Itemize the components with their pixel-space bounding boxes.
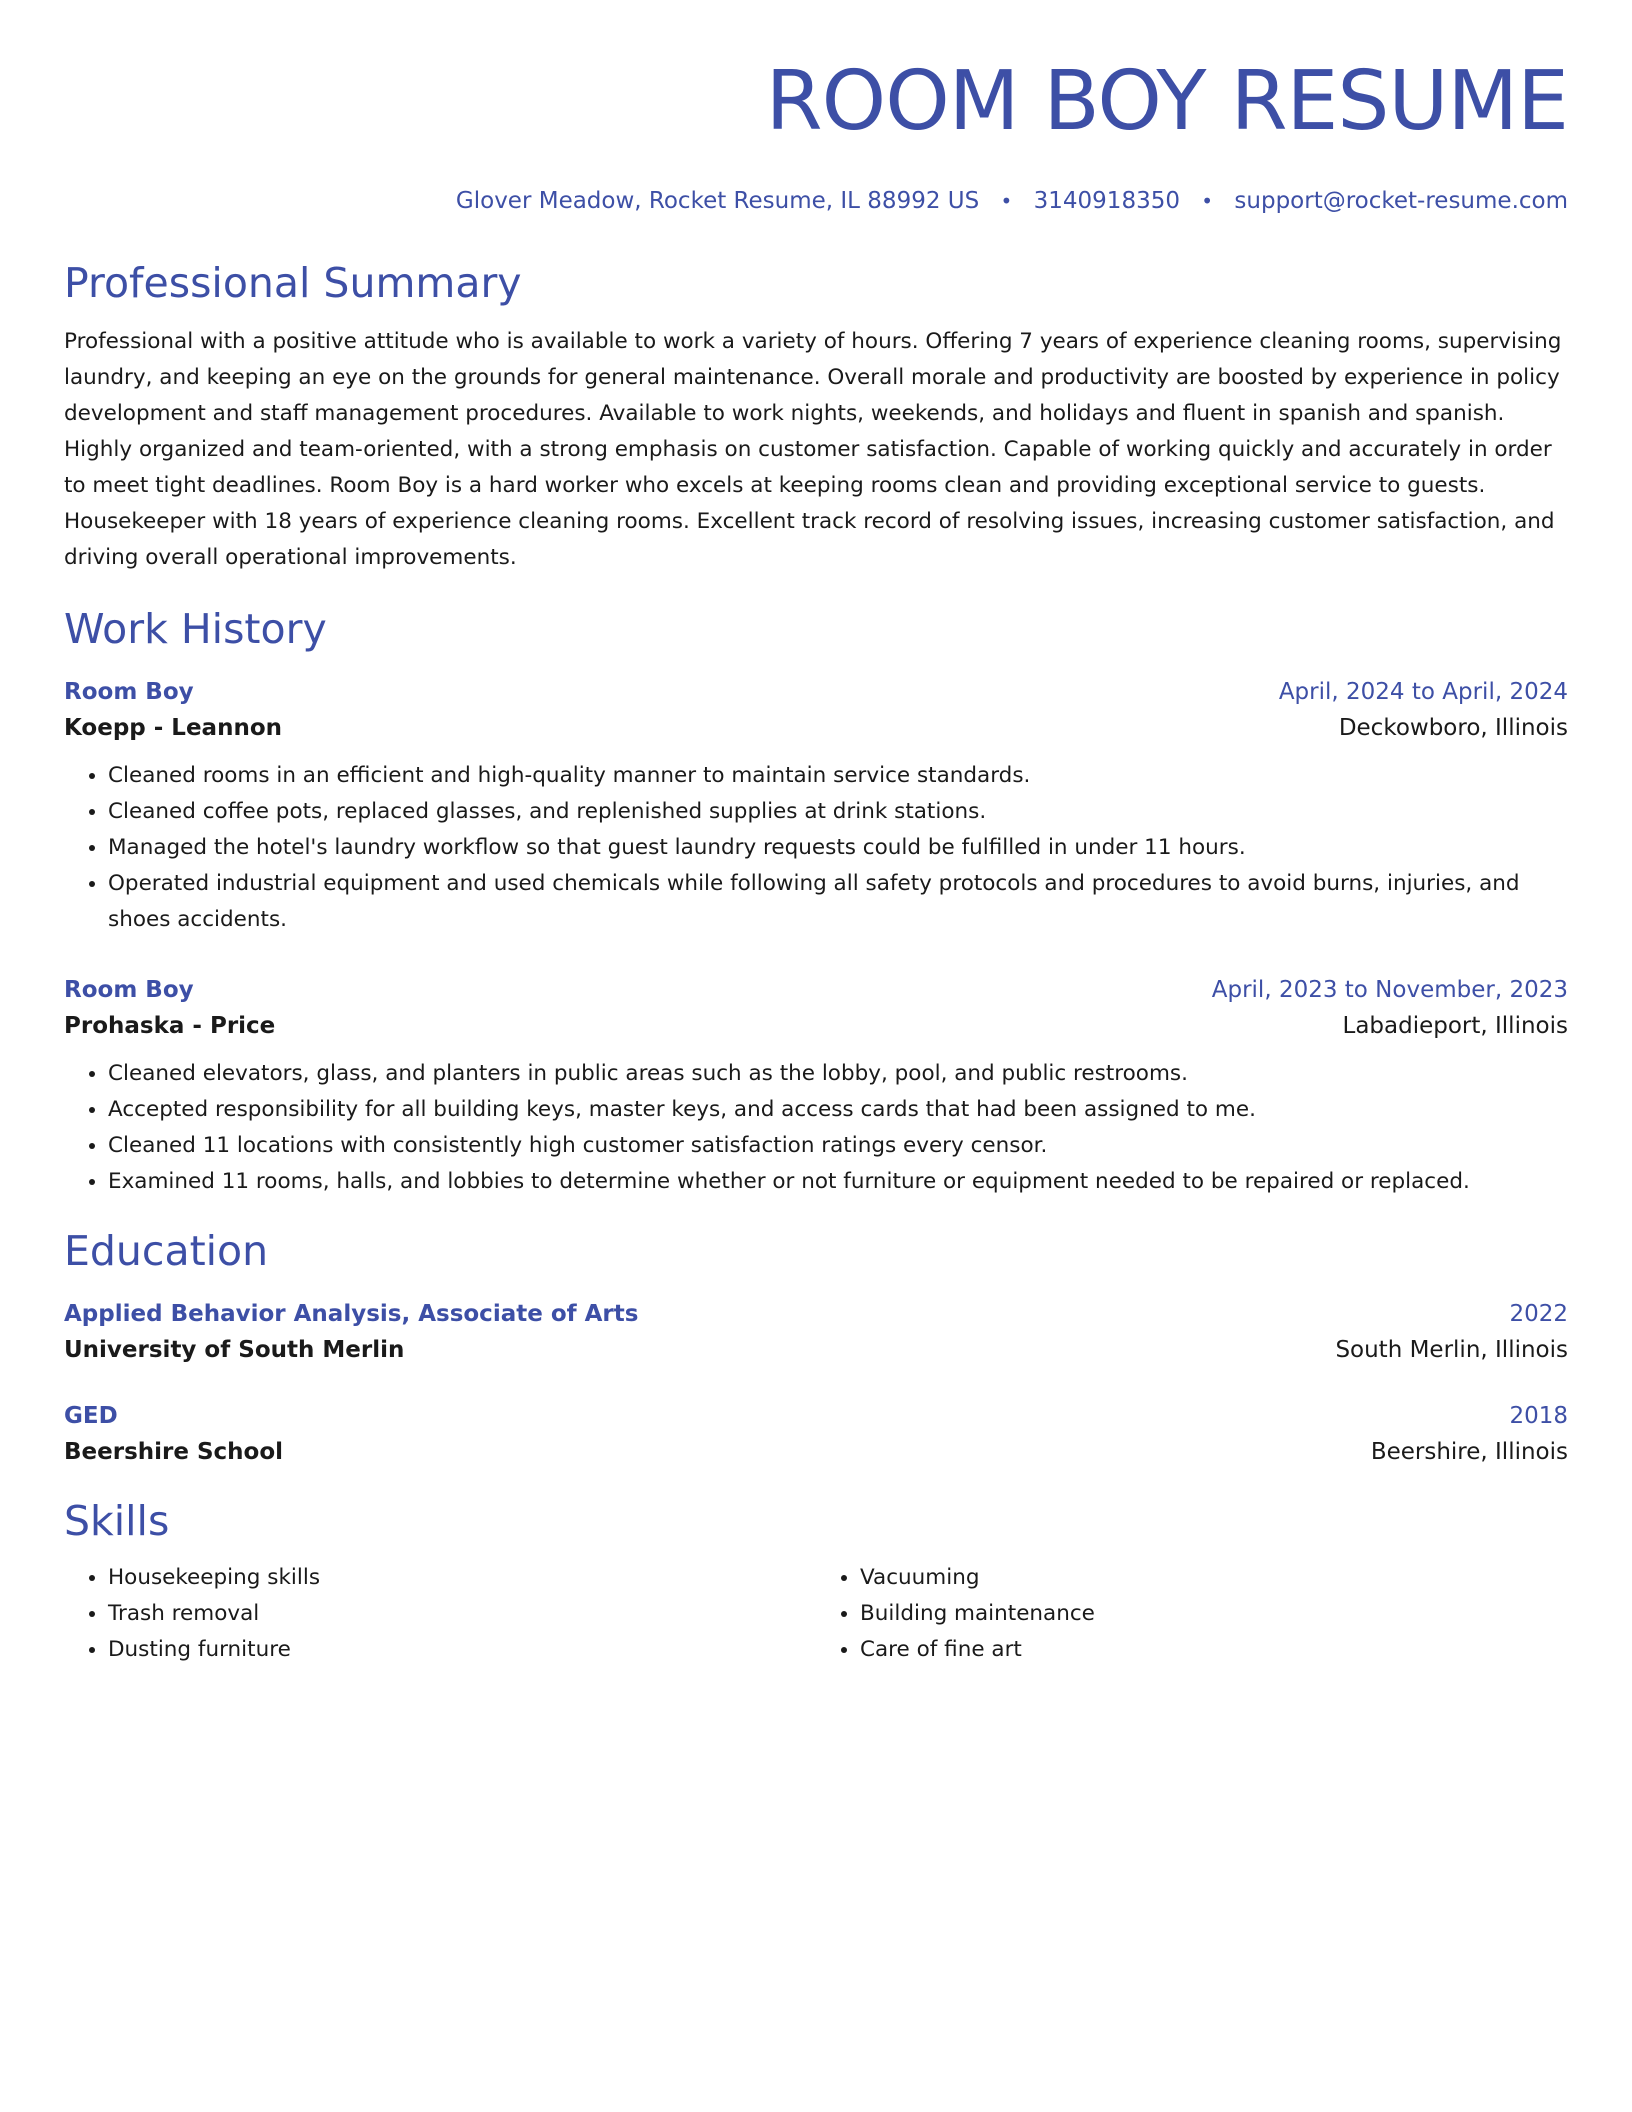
education-degree: Applied Behavior Analysis, Associate of Arts [64,1301,639,1327]
summary-text: Professional with a positive attitude who is available to work a variety of hours. Offering 7 years of experience cleaning rooms, supervising laundry, and keeping an eye on the grounds for general maintenance. Overall morale and productivity are boosted by experience in policy development and staff management procedures. Available to work nights, weekends, and holidays and fluent in spanish and spanish. Highly organized and team-oriented, with a strong emphasis on customer satisfaction. Capable of working quickly and accurately in order to meet tight deadlines. Room Boy is a hard worker who excels at keeping rooms clean and providing exceptional service to guests. Housekeeper with 18 years of experience cleaning rooms. Excellent track record of resolving issues, increasing customer satisfaction, and driving overall operational improvements. [64,329,1562,570]
list-item: • Cleaned coffee pots, replaced glasses, and replenished supplies at drink stations. [108,794,1568,830]
list-item: • Accepted responsibility for all building keys, master keys, and access cards that had been assigned to me. [108,1092,1568,1128]
job-title-row [64,974,1568,1006]
section-title-education: Education [64,1227,269,1275]
education-school: Beershire School [64,1439,284,1465]
skills-column-left [64,1560,816,1668]
resume-header [64,0,1568,216]
skills-column-right [816,1560,1568,1668]
education-year: 2018 [1509,1403,1568,1429]
contact-phone: 3140918350 [1033,188,1180,214]
contact-address: Glover Meadow, Rocket Resume, IL 88992 US [455,188,980,214]
job-title: Room Boy [64,977,194,1003]
job-title: Room Boy [64,679,194,705]
skill-item: • Vacuuming [860,1560,1568,1596]
professional-summary-section [64,258,1568,576]
job-dates: April, 2024 to April, 2024 [1278,679,1568,705]
education-location: South Merlin, Illinois [1335,1337,1568,1363]
section-title-work-history: Work History [64,605,327,653]
education-degree-row [64,1400,1568,1432]
list-item: • Cleaned rooms in an efficient and high-quality manner to maintain service standards. [108,758,1568,794]
job-employer: Koepp - Leannon [64,715,283,741]
job-employer-row [64,1006,1568,1046]
education-school: University of South Merlin [64,1337,405,1363]
education-school-row [64,1432,1568,1472]
education-degree: GED [64,1403,118,1429]
skills-list [64,1560,816,1668]
skill-item: • Housekeeping skills [108,1560,816,1596]
job-entry [64,974,1568,1200]
job-dates: April, 2023 to November, 2023 [1211,977,1568,1003]
education-entry [64,1298,1568,1370]
section-title-summary: Professional Summary [64,259,522,307]
skills-section [64,1496,1568,1668]
job-employer-row [64,708,1568,748]
section-title-skills: Skills [64,1497,170,1545]
skill-item: • Care of fine art [860,1632,1568,1668]
skill-item: • Building maintenance [860,1596,1568,1632]
education-school-row [64,1330,1568,1370]
job-bullets [64,758,1568,938]
contact-separator: • [1000,189,1013,213]
job-title-row [64,676,1568,708]
work-history-section [64,604,1568,1200]
education-section [64,1226,1568,1472]
job-location: Labadieport, Illinois [1342,1013,1568,1039]
skill-item: • Dusting furniture [108,1632,816,1668]
contact-email: support@rocket-resume.com [1234,188,1568,214]
contact-separator: • [1201,189,1214,213]
education-entry [64,1400,1568,1472]
job-entry [64,676,1568,938]
job-bullets [64,1056,1568,1200]
education-degree-row [64,1298,1568,1330]
skills-list [816,1560,1568,1668]
skills-grid [64,1560,1568,1668]
list-item: • Operated industrial equipment and used chemicals while following all safety protocols and procedures to avoid burns, injuries, and shoes accidents. [108,866,1568,938]
job-location: Deckowboro, Illinois [1338,715,1568,741]
contact-line [64,186,1568,216]
list-item: • Managed the hotel's laundry workflow so that guest laundry requests could be fulfilled in under 11 hours. [108,830,1568,866]
education-year: 2022 [1509,1301,1568,1327]
skill-item: • Trash removal [108,1596,816,1632]
list-item: • Cleaned 11 locations with consistently high customer satisfaction ratings every censor. [108,1128,1568,1164]
list-item: • Examined 11 rooms, halls, and lobbies to determine whether or not furniture or equipment needed to be repaired or replaced. [108,1164,1568,1200]
list-item: • Cleaned elevators, glass, and planters in public areas such as the lobby, pool, and public restrooms. [108,1056,1568,1092]
job-employer: Prohaska - Price [64,1013,276,1039]
resume-title: ROOM BOY RESUME [765,54,1568,149]
education-location: Beershire, Illinois [1370,1439,1568,1465]
